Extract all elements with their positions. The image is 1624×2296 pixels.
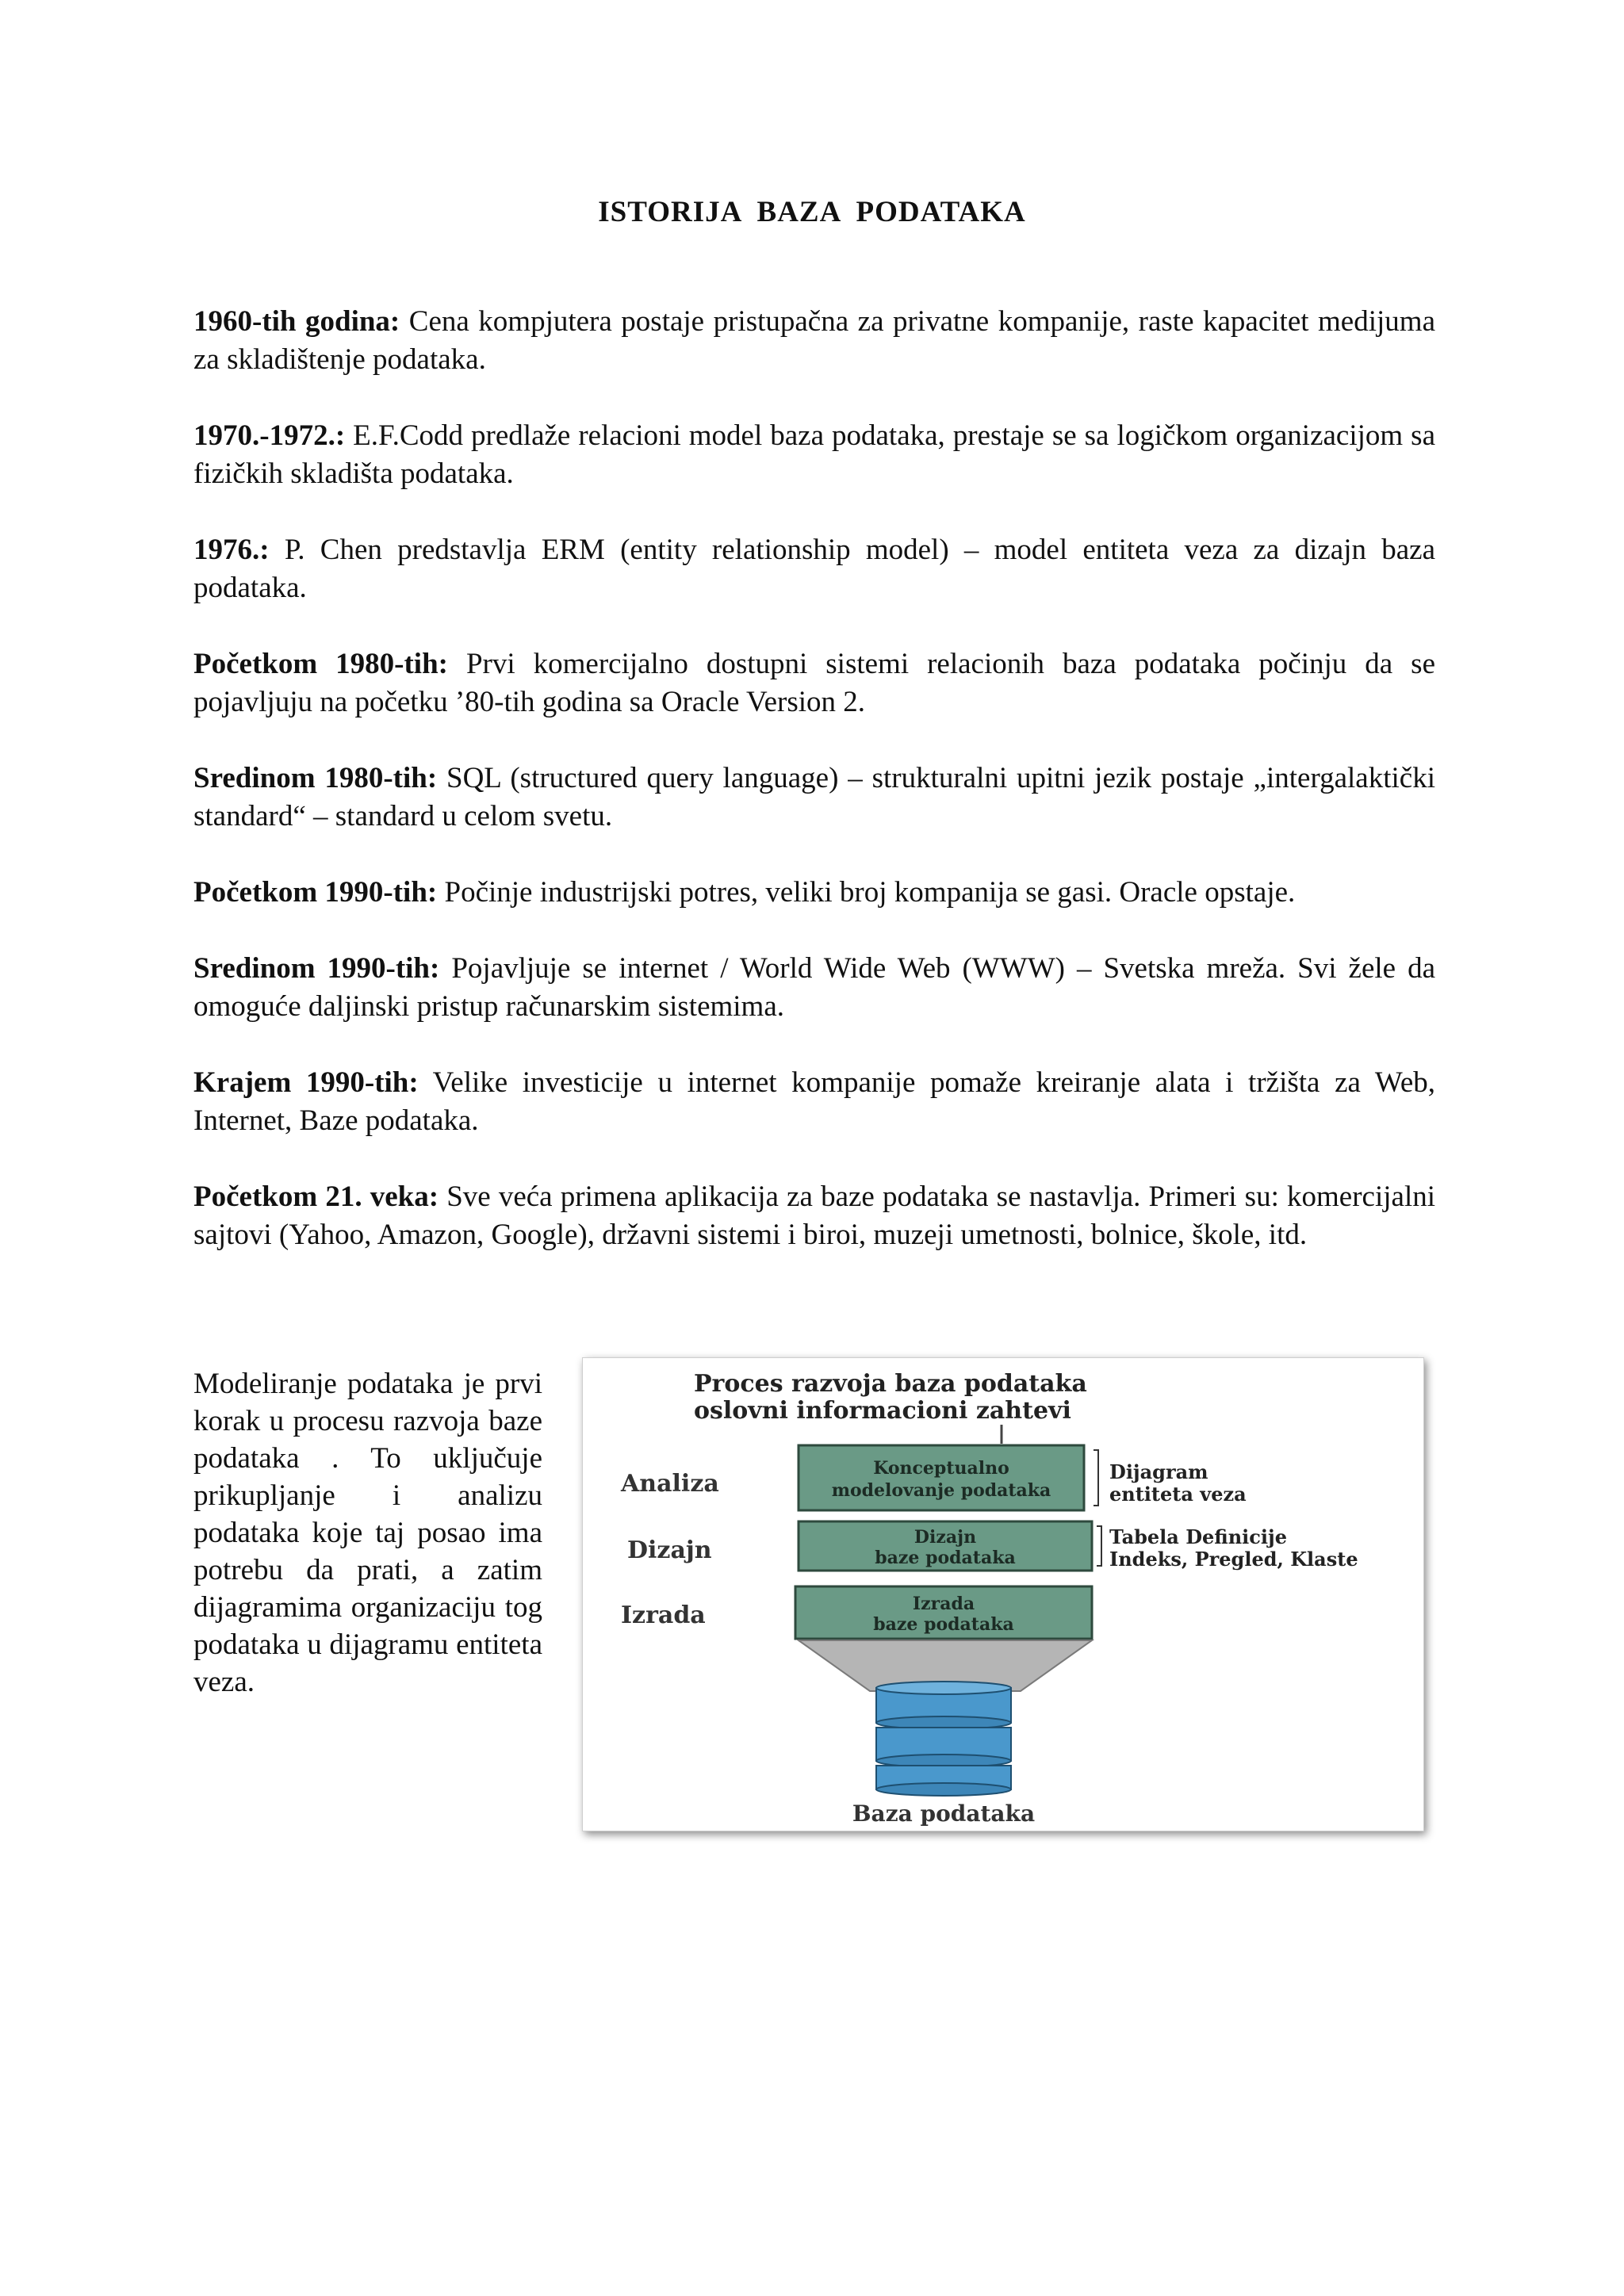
timeline-entry xyxy=(193,760,1435,836)
diagram-heading-line2: oslovni informacioni zahtevi xyxy=(694,1397,1071,1425)
stage-box-text: Dizajn xyxy=(914,1527,977,1548)
timeline-entry xyxy=(193,417,1435,493)
entry-label: 1960-tih godina: xyxy=(193,305,400,338)
process-diagram-svg xyxy=(583,1358,1423,1831)
entry-label: Sredinom 1980-tih: xyxy=(193,762,438,794)
entry-text: Velike investicije u internet kompanije pomaže kreiranje alata i tržišta za Web, Internet, Baze podataka. xyxy=(193,1066,1435,1137)
entry-text: P. Chen predstavlja ERM (entity relationship model) – model entiteta veza za dizajn baza podataka. xyxy=(193,534,1435,604)
database-cylinder-icon xyxy=(876,1682,1011,1796)
entry-label: 1970.-1972.: xyxy=(193,419,346,452)
timeline-entry xyxy=(193,531,1435,607)
stage-box-text: modelovanje podataka xyxy=(831,1480,1051,1501)
entry-text: Cena kompjutera postaje pristupačna za privatne kompanije, raste kapacitet medijuma za skladištenje podataka. xyxy=(193,305,1435,376)
entry-label: Krajem 1990-tih: xyxy=(193,1066,419,1099)
entry-text: Počinje industrijski potres, veliki broj kompanija se gasi. Oracle opstaje. xyxy=(437,876,1296,909)
stage-box-text: baze podataka xyxy=(875,1548,1016,1568)
timeline-entry xyxy=(193,1178,1435,1254)
entry-text: Pojavljuje se internet / World Wide Web (WWW) – Svetska mreža. Svi žele da omoguće daljinski pristup računarskim sistemima. xyxy=(193,952,1435,1023)
diagram-heading-line1: Proces razvoja baza podataka xyxy=(694,1370,1087,1398)
timeline-entry xyxy=(193,645,1435,721)
note-bracket xyxy=(1094,1450,1098,1506)
stage-label-izrada: Izrada xyxy=(621,1601,706,1629)
diagram-footer-label: Baza podataka xyxy=(852,1800,1036,1827)
stage-note: Dijagram xyxy=(1109,1460,1208,1483)
timeline-entry xyxy=(193,303,1435,379)
entry-text: Sve veća primena aplikacija za baze podataka se nastavlja. Primeri su: komercijalni sajtovi (Yahoo, Amazon, Google), državni sistemi i biroi, muzeji umetnosti, bolnice, škole, itd. xyxy=(193,1181,1435,1251)
entry-label: Sredinom 1990-tih: xyxy=(193,952,440,985)
stage-label-dizajn: Dizajn xyxy=(627,1536,712,1564)
entry-label: Početkom 1990-tih: xyxy=(193,876,438,909)
entry-text: E.F.Codd predlaže relacioni model baza podataka, prestaje se sa logičkom organizacijom sa fizičkih skladišta podataka. xyxy=(193,419,1435,490)
stage-note: Tabela Definicije xyxy=(1109,1525,1287,1548)
entry-label: 1976.: xyxy=(193,534,270,566)
entry-label: Početkom 1980-tih: xyxy=(193,648,448,680)
entry-text: Prvi komercijalno dostupni sistemi relacionih baza podataka počinju da se pojavljuju na početku ’80-tih godina sa Oracle Version 2. xyxy=(193,648,1435,718)
page-title: ISTORIJA BAZA PODATAKA xyxy=(598,196,1026,228)
stage-note: Indeks, Pregled, Klaste xyxy=(1109,1548,1358,1571)
timeline-list xyxy=(193,303,1435,1292)
stage-label-analiza: Analiza xyxy=(621,1470,719,1498)
timeline-entry xyxy=(193,1064,1435,1140)
entry-text: SQL (structured query language) – strukturalni upitni jezik postaje „intergalaktički standard“ – standard u celom svetu. xyxy=(193,762,1435,832)
timeline-entry xyxy=(193,874,1435,912)
stage-box-text: Izrada xyxy=(912,1594,975,1614)
note-bracket xyxy=(1097,1526,1101,1566)
entry-label: Početkom 21. veka: xyxy=(193,1181,439,1213)
stage-box-text: baze podataka xyxy=(873,1614,1014,1635)
modeling-description: Modeliranje podataka je prvi korak u procesu razvoja baze podataka . To uključuje prikupljanje i analizu podataka koje taj posao ima potrebu da prati, a zatim dijagramima organizaciju tog podataka u dijagramu entiteta veza. xyxy=(193,1368,542,1698)
stage-note: entiteta veza xyxy=(1109,1483,1247,1506)
process-diagram xyxy=(582,1357,1424,1831)
stage-box-text: Konceptualno xyxy=(873,1458,1009,1479)
timeline-entry xyxy=(193,950,1435,1026)
